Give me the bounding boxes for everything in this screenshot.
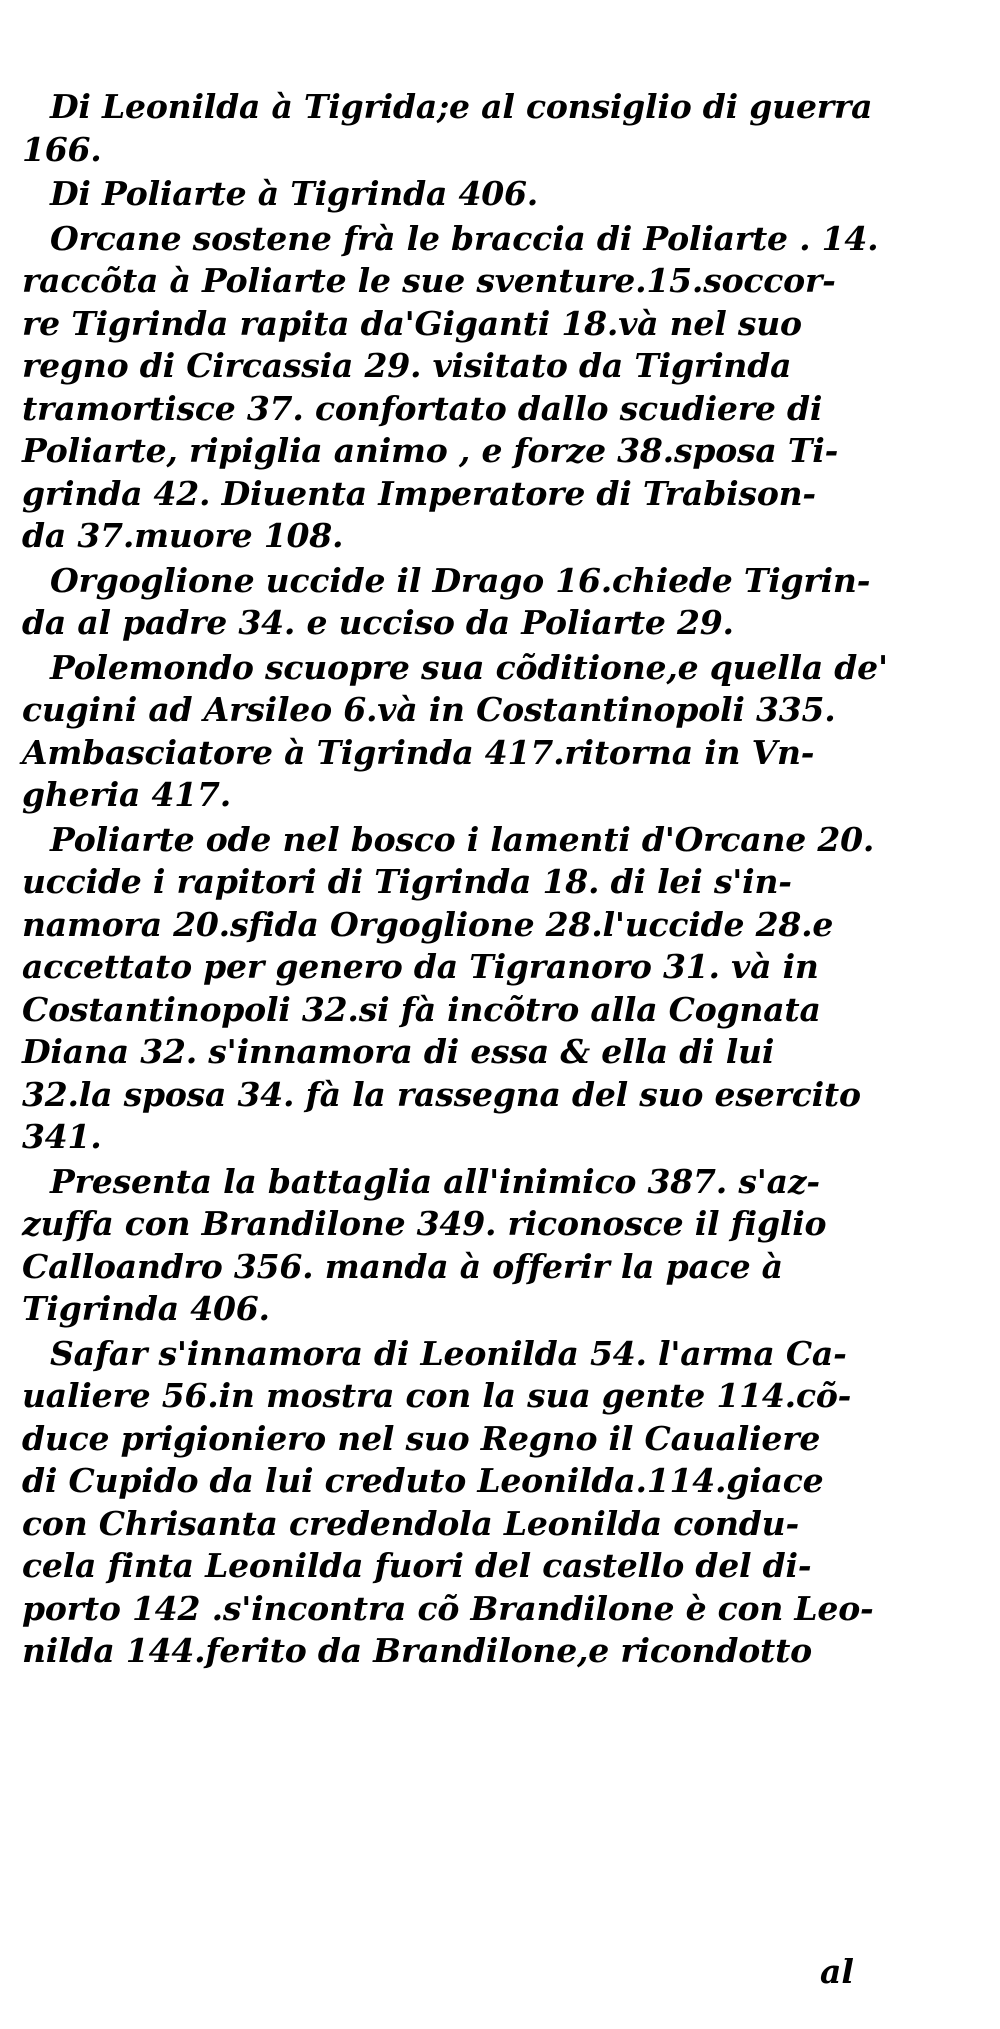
index-line: accettato per genero da Tigranoro 31. và in bbox=[22, 947, 819, 986]
index-entry bbox=[22, 218, 922, 558]
index-line: Polemondo scuopre sua cõditione,e quella de' bbox=[50, 647, 888, 687]
index-line: tramortisce 37. confortato dallo scudiere di bbox=[22, 388, 823, 428]
index-line: da 37.muore 108. bbox=[22, 516, 344, 555]
index-line: di Cupido da lui creduto Leonilda.114.giace bbox=[22, 1461, 824, 1500]
index-line: Orcane sostene frà le braccia di Poliarte . 14. bbox=[50, 218, 879, 258]
index-line: Poliarte ode nel bosco i lamenti d'Orcane 20. bbox=[50, 819, 875, 859]
index-line: zuffa con Brandilone 349. riconosce il figlio bbox=[22, 1204, 827, 1243]
index-line: 166. bbox=[22, 129, 102, 169]
index-entry bbox=[22, 173, 922, 216]
index-line: duce prigioniero nel suo Regno il Caualiere bbox=[22, 1418, 821, 1458]
index-line: Presenta la battaglia all'inimico 387. s'az- bbox=[50, 1161, 820, 1201]
index-line: grinda 42. Diuenta Imperatore di Trabison- bbox=[22, 473, 816, 513]
index-line: da al padre 34. e ucciso da Poliarte 29. bbox=[22, 603, 734, 642]
index-text bbox=[22, 86, 922, 1675]
index-entry bbox=[22, 86, 922, 171]
index-line: nilda 144.ferito da Brandilone,e ricondotto bbox=[22, 1631, 812, 1670]
index-line: Orgoglione uccide il Drago 16.chiede Tigrin- bbox=[50, 560, 871, 600]
index-entry bbox=[22, 647, 922, 817]
index-line: Di Leonilda à Tigrida;e al consiglio di guerra bbox=[50, 87, 873, 126]
index-entry bbox=[22, 819, 922, 1159]
index-line: Costantinopoli 32.si fà incõtro alla Cognata bbox=[22, 989, 821, 1029]
index-line: regno di Circassia 29. visitato da Tigrinda bbox=[22, 346, 792, 385]
index-entry bbox=[22, 560, 922, 645]
index-line: uccide i rapitori di Tigrinda 18. di lei s'in- bbox=[22, 862, 792, 901]
index-entry bbox=[22, 1161, 922, 1331]
index-line: con Chrisanta credendola Leonilda condu- bbox=[22, 1503, 799, 1543]
index-line: raccõta à Poliarte le sue sventure.15.soccor- bbox=[22, 261, 836, 300]
index-line: namora 20.sfida Orgoglione 28.l'uccide 28.e bbox=[22, 904, 834, 944]
index-line: Diana 32. s'innamora di essa & ella di lui bbox=[22, 1032, 775, 1071]
index-line: Poliarte, ripiglia animo , e forze 38.sposa Ti- bbox=[22, 431, 839, 470]
index-line: Calloandro 356. manda à offerir la pace à bbox=[22, 1246, 783, 1286]
index-line: Tigrinda 406. bbox=[22, 1289, 270, 1328]
index-entry bbox=[22, 1333, 922, 1673]
index-line: 32.la sposa 34. fà la rassegna del suo esercito bbox=[22, 1074, 861, 1114]
catchword: al bbox=[820, 1952, 854, 1991]
index-line: porto 142 .s'incontra cõ Brandilone è con Leo- bbox=[22, 1588, 874, 1628]
index-line: cugini ad Arsileo 6.và in Costantinopoli 335. bbox=[22, 690, 836, 729]
index-line: 341. bbox=[22, 1117, 102, 1156]
index-line: cela finta Leonilda fuori del castello del di- bbox=[22, 1546, 812, 1585]
index-line: gheria 417. bbox=[22, 775, 232, 814]
index-line: Di Poliarte à Tigrinda 406. bbox=[50, 174, 539, 213]
index-line: re Tigrinda rapita da'Giganti 18.và nel suo bbox=[22, 303, 802, 343]
index-line: Safar s'innamora di Leonilda 54. l'arma Ca- bbox=[50, 1333, 847, 1373]
index-line: ualiere 56.in mostra con la sua gente 114.cõ- bbox=[22, 1376, 852, 1415]
index-line: Ambasciatore à Tigrinda 417.ritorna in Vn- bbox=[22, 732, 815, 772]
